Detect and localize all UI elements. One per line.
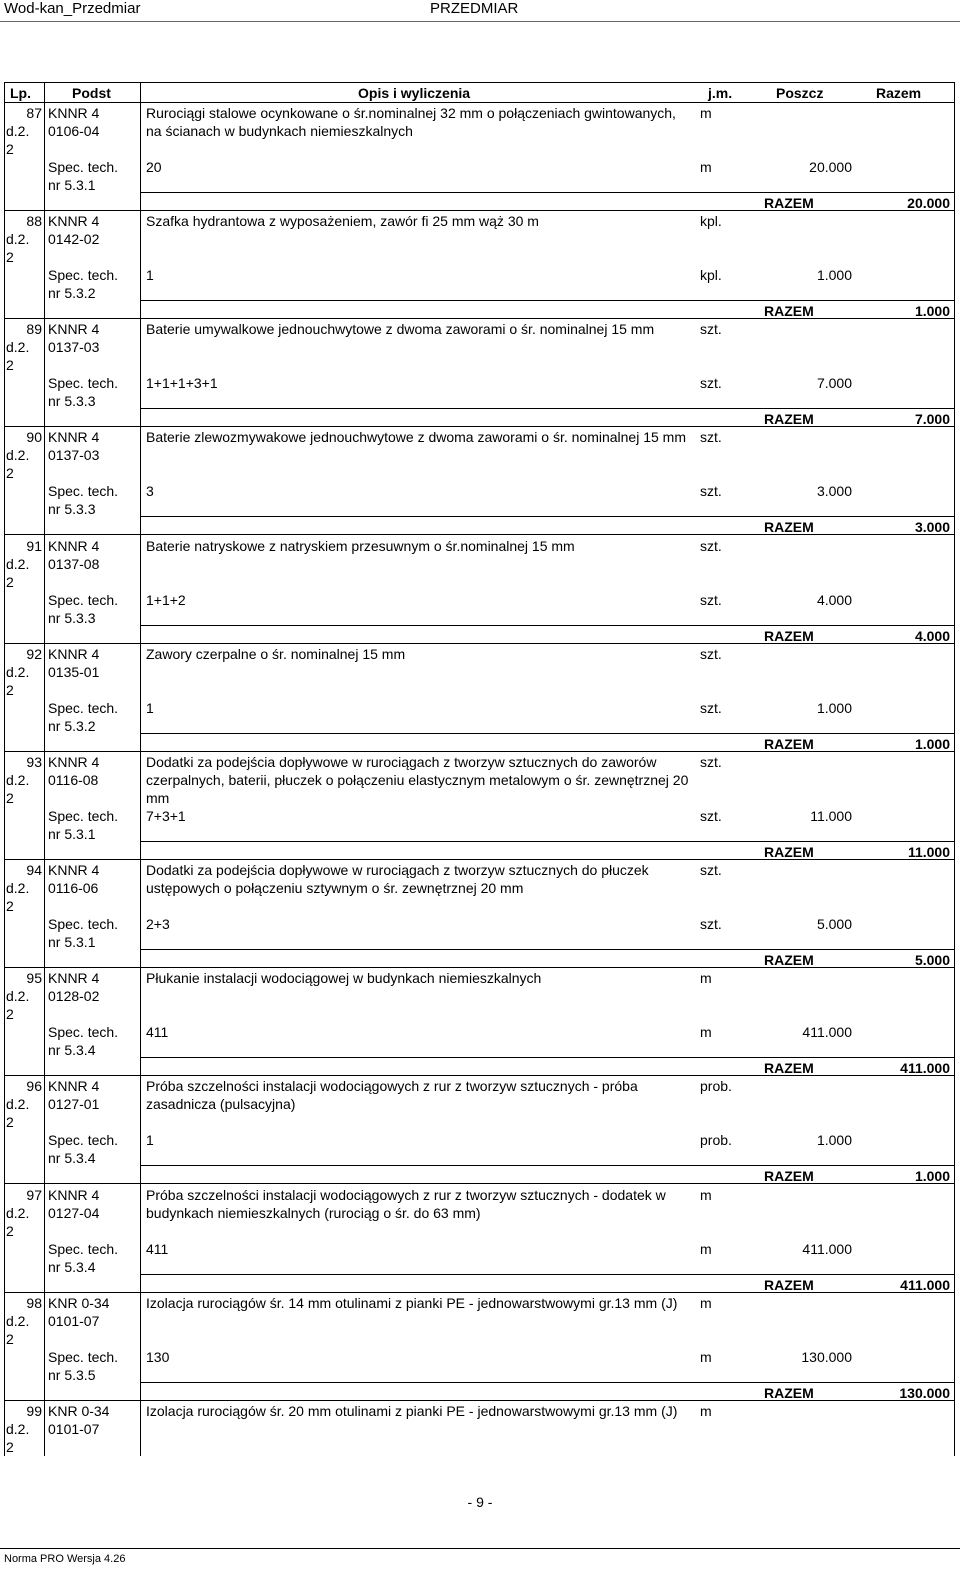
spec-number: nr 5.3.4 <box>48 1042 96 1058</box>
razem-rule <box>140 1165 954 1166</box>
spec-label: Spec. tech. <box>48 916 119 932</box>
calculation-unit: szt. <box>700 808 722 824</box>
item-number-suffix-2: 2 <box>6 1439 14 1455</box>
razem-value: 411.000 <box>900 1060 950 1076</box>
row-separator <box>4 210 954 211</box>
item-description: Próba szczelności instalacji wodociągowych z rur z tworzyw sztucznych - próba zasadnicza (pulsacyjna) <box>146 1078 638 1112</box>
item-number-suffix: d.2. <box>6 1421 30 1437</box>
row-separator <box>4 1400 954 1401</box>
calculation: 411 <box>146 1024 169 1040</box>
basis-catalog: KNNR 4 <box>48 1187 100 1203</box>
spec-number: nr 5.3.1 <box>48 826 96 842</box>
basis-code: 0128-02 <box>48 988 100 1004</box>
row-separator <box>4 751 954 752</box>
item-number-suffix: d.2. <box>6 556 30 572</box>
item-number: 96 <box>26 1078 42 1094</box>
razem-label: RAZEM <box>764 303 814 319</box>
row-separator <box>4 1292 954 1293</box>
calculation-unit: szt. <box>700 592 722 608</box>
basis-code: 0106-04 <box>48 123 100 139</box>
item-number-suffix: d.2. <box>6 339 30 355</box>
table-top-border <box>4 82 954 83</box>
calculation: 20 <box>146 159 162 175</box>
item-description: Rurociągi stalowe ocynkowane o śr.nominalnej 32 mm o połączeniach gwintowanych, na ścianach w budynkach niemieszkalnych <box>146 105 676 139</box>
footer-version: Norma PRO Wersja 4.26 <box>4 1553 126 1565</box>
col-header-jm: j.m. <box>708 85 733 101</box>
calculation-unit: szt. <box>700 375 722 391</box>
razem-label: RAZEM <box>764 628 814 644</box>
razem-rule <box>140 300 954 301</box>
row-separator <box>4 1183 954 1184</box>
item-number: 99 <box>26 1403 42 1419</box>
item-number-suffix-2: 2 <box>6 465 14 481</box>
item-number-suffix-2: 2 <box>6 682 14 698</box>
calculation: 1 <box>146 267 154 283</box>
row-separator <box>4 643 954 644</box>
unit: szt. <box>700 321 722 337</box>
razem-label: RAZEM <box>764 736 814 752</box>
partial-quantity: 7.000 <box>816 375 852 391</box>
calculation: 1+1+2 <box>146 592 186 608</box>
item-number-suffix: d.2. <box>6 1205 30 1221</box>
razem-value: 4.000 <box>914 628 950 644</box>
razem-value: 5.000 <box>914 952 950 968</box>
basis-code: 0137-03 <box>48 447 100 463</box>
razem-label: RAZEM <box>764 1060 814 1076</box>
item-number-suffix-2: 2 <box>6 249 14 265</box>
basis-catalog: KNNR 4 <box>48 105 100 121</box>
calculation-unit: kpl. <box>700 267 722 283</box>
item-number: 94 <box>26 862 42 878</box>
item-number-suffix-2: 2 <box>6 790 14 806</box>
spec-number: nr 5.3.3 <box>48 610 96 626</box>
partial-quantity: 20.000 <box>809 159 852 175</box>
unit: szt. <box>700 429 722 445</box>
item-number: 88 <box>26 213 42 229</box>
item-number-suffix-2: 2 <box>6 1331 14 1347</box>
unit: szt. <box>700 538 722 554</box>
spec-label: Spec. tech. <box>48 375 119 391</box>
basis-catalog: KNNR 4 <box>48 754 100 770</box>
item-number: 98 <box>26 1295 42 1311</box>
razem-label: RAZEM <box>764 195 814 211</box>
item-description: Szafka hydrantowa z wyposażeniem, zawór fi 25 mm wąż 30 m <box>146 213 539 229</box>
row-separator <box>4 426 954 427</box>
spec-label: Spec. tech. <box>48 592 119 608</box>
spec-number: nr 5.3.3 <box>48 501 96 517</box>
spec-number: nr 5.3.2 <box>48 285 96 301</box>
razem-rule <box>140 733 954 734</box>
basis-code: 0137-03 <box>48 339 100 355</box>
razem-value: 20.000 <box>907 195 950 211</box>
unit: m <box>700 1187 712 1203</box>
partial-quantity: 1.000 <box>816 267 852 283</box>
item-description: Baterie zlewozmywakowe jednouchwytowe z dwoma zaworami o śr. nominalnej 15 mm <box>146 429 687 445</box>
col-header-poszcz: Poszcz <box>776 85 824 101</box>
item-number-suffix: d.2. <box>6 772 30 788</box>
header-title: PRZEDMIAR <box>430 0 519 17</box>
spec-number: nr 5.3.3 <box>48 393 96 409</box>
razem-value: 1.000 <box>914 303 950 319</box>
row-separator <box>4 967 954 968</box>
spec-label: Spec. tech. <box>48 1132 119 1148</box>
col-line-lp <box>44 82 45 1456</box>
basis-catalog: KNNR 4 <box>48 970 100 986</box>
calculation: 7+3+1 <box>146 808 186 824</box>
partial-quantity: 411.000 <box>802 1024 852 1040</box>
basis-code: 0101-07 <box>48 1421 100 1437</box>
razem-value: 1.000 <box>914 1168 950 1184</box>
spec-number: nr 5.3.4 <box>48 1259 96 1275</box>
header-app-name: Wod-kan_Przedmiar <box>4 0 141 17</box>
spec-number: nr 5.3.1 <box>48 177 96 193</box>
item-number-suffix: d.2. <box>6 988 30 1004</box>
spec-number: nr 5.3.4 <box>48 1150 96 1166</box>
calculation-unit: m <box>700 1241 712 1257</box>
item-description: Zawory czerpalne o śr. nominalnej 15 mm <box>146 646 406 662</box>
calculation: 130 <box>146 1349 170 1365</box>
razem-value: 1.000 <box>914 736 950 752</box>
unit: m <box>700 105 712 121</box>
spec-label: Spec. tech. <box>48 267 119 283</box>
unit: m <box>700 1295 712 1311</box>
item-number-suffix: d.2. <box>6 1313 30 1329</box>
unit: m <box>700 1403 712 1419</box>
razem-label: RAZEM <box>764 952 814 968</box>
item-number-suffix-2: 2 <box>6 1114 14 1130</box>
row-separator <box>4 859 954 860</box>
item-description: Izolacja rurociągów śr. 20 mm otulinami z pianki PE - jednowarstwowymi gr.13 mm (J) <box>146 1403 678 1419</box>
item-number-suffix: d.2. <box>6 880 30 896</box>
item-number-suffix-2: 2 <box>6 1223 14 1239</box>
razem-rule <box>140 192 954 193</box>
razem-rule <box>140 841 954 842</box>
calculation: 1+1+1+3+1 <box>146 375 218 391</box>
col-header-razem: Razem <box>876 85 922 101</box>
basis-catalog: KNNR 4 <box>48 429 100 445</box>
unit: szt. <box>700 754 722 770</box>
item-number-suffix-2: 2 <box>6 1006 14 1022</box>
spec-number: nr 5.3.1 <box>48 934 96 950</box>
razem-value: 3.000 <box>914 519 950 535</box>
calculation: 1 <box>146 700 154 716</box>
partial-quantity: 11.000 <box>810 808 852 824</box>
item-number-suffix-2: 2 <box>6 141 14 157</box>
col-line-podst <box>140 82 141 1456</box>
razem-value: 130.000 <box>899 1385 950 1401</box>
spec-label: Spec. tech. <box>48 159 119 175</box>
unit: prob. <box>700 1078 732 1094</box>
spec-number: nr 5.3.5 <box>48 1367 96 1383</box>
calculation: 411 <box>146 1241 169 1257</box>
calculation: 3 <box>146 483 154 499</box>
basis-code: 0137-08 <box>48 556 100 572</box>
item-number: 90 <box>26 429 42 445</box>
spec-label: Spec. tech. <box>48 1241 119 1257</box>
col-header-lp: Lp. <box>10 85 31 101</box>
spec-label: Spec. tech. <box>48 1349 119 1365</box>
basis-catalog: KNNR 4 <box>48 321 100 337</box>
item-description: Płukanie instalacji wodociągowej w budynkach niemieszkalnych <box>146 970 542 986</box>
item-number-suffix-2: 2 <box>6 898 14 914</box>
row-separator <box>4 534 954 535</box>
item-number: 97 <box>26 1187 42 1203</box>
spec-label: Spec. tech. <box>48 700 119 716</box>
item-number-suffix: d.2. <box>6 664 30 680</box>
footer-rule <box>0 1548 960 1549</box>
item-description: Baterie natryskowe z natryskiem przesuwnym o śr.nominalnej 15 mm <box>146 538 575 554</box>
calculation-unit: m <box>700 159 712 175</box>
item-number: 87 <box>26 105 42 121</box>
spec-label: Spec. tech. <box>48 483 119 499</box>
row-separator <box>4 1075 954 1076</box>
razem-label: RAZEM <box>764 411 814 427</box>
item-description: Próba szczelności instalacji wodociągowych z rur z tworzyw sztucznych - dodatek w budynkach niemieszkalnych (rurociąg o śr. do 63 mm) <box>146 1187 666 1221</box>
razem-rule <box>140 1057 954 1058</box>
unit: m <box>700 970 712 986</box>
razem-value: 11.000 <box>907 844 950 860</box>
col-header-podst: Podst <box>72 85 111 101</box>
calculation-unit: m <box>700 1349 712 1365</box>
razem-rule <box>140 625 954 626</box>
basis-catalog: KNNR 4 <box>48 1078 100 1094</box>
calculation-unit: prob. <box>700 1132 732 1148</box>
basis-catalog: KNNR 4 <box>48 646 100 662</box>
page-number: - 9 - <box>467 1494 493 1510</box>
item-number-suffix: d.2. <box>6 447 30 463</box>
partial-quantity: 1.000 <box>816 1132 852 1148</box>
item-number: 92 <box>26 646 42 662</box>
calculation-unit: m <box>700 1024 712 1040</box>
item-number-suffix-2: 2 <box>6 357 14 373</box>
basis-code: 0127-04 <box>48 1205 100 1221</box>
basis-catalog: KNNR 4 <box>48 538 100 554</box>
row-separator <box>4 318 954 319</box>
partial-quantity: 130.000 <box>801 1349 852 1365</box>
partial-quantity: 1.000 <box>816 700 852 716</box>
razem-label: RAZEM <box>764 844 814 860</box>
basis-code: 0116-08 <box>48 772 99 788</box>
razem-label: RAZEM <box>764 1385 814 1401</box>
razem-rule <box>140 1274 954 1275</box>
razem-label: RAZEM <box>764 1168 814 1184</box>
basis-catalog: KNNR 4 <box>48 213 100 229</box>
item-description: Izolacja rurociągów śr. 14 mm otulinami z pianki PE - jednowarstwowymi gr.13 mm (J) <box>146 1295 678 1311</box>
item-number-suffix: d.2. <box>6 1096 30 1112</box>
razem-label: RAZEM <box>764 519 814 535</box>
basis-code: 0135-01 <box>48 664 100 680</box>
razem-label: RAZEM <box>764 1277 814 1293</box>
unit: szt. <box>700 862 722 878</box>
item-number-suffix: d.2. <box>6 231 30 247</box>
basis-code: 0101-07 <box>48 1313 100 1329</box>
razem-rule <box>140 408 954 409</box>
item-description: Dodatki za podejścia dopływowe w rurociągach z tworzyw sztucznych do zaworów czerpalnych, baterii, płuczek o połączeniu elastycznym metalowym o śr. zewnętrznej 20 mm <box>146 754 689 806</box>
header-underline <box>0 21 960 22</box>
razem-rule <box>140 949 954 950</box>
item-number: 95 <box>26 970 42 986</box>
unit: kpl. <box>700 213 722 229</box>
spec-number: nr 5.3.2 <box>48 718 96 734</box>
partial-quantity: 411.000 <box>802 1241 852 1257</box>
partial-quantity: 5.000 <box>816 916 852 932</box>
basis-code: 0127-01 <box>48 1096 100 1112</box>
item-number-suffix: d.2. <box>6 123 30 139</box>
basis-code: 0142-02 <box>48 231 100 247</box>
calculation-unit: szt. <box>700 916 722 932</box>
spec-label: Spec. tech. <box>48 808 119 824</box>
unit: szt. <box>700 646 722 662</box>
item-number: 91 <box>26 538 42 554</box>
item-number-suffix-2: 2 <box>6 574 14 590</box>
razem-value: 411.000 <box>900 1277 950 1293</box>
table-header-border <box>4 102 954 103</box>
basis-catalog: KNR 0-34 <box>48 1403 110 1419</box>
item-number: 93 <box>26 754 42 770</box>
basis-code: 0116-06 <box>48 880 99 896</box>
razem-rule <box>140 516 954 517</box>
calculation-unit: szt. <box>700 483 722 499</box>
calculation-unit: szt. <box>700 700 722 716</box>
partial-quantity: 3.000 <box>816 483 852 499</box>
basis-catalog: KNNR 4 <box>48 862 100 878</box>
razem-rule <box>140 1382 954 1383</box>
basis-catalog: KNR 0-34 <box>48 1295 110 1311</box>
calculation: 1 <box>146 1132 154 1148</box>
item-number: 89 <box>26 321 42 337</box>
partial-quantity: 4.000 <box>816 592 852 608</box>
spec-label: Spec. tech. <box>48 1024 119 1040</box>
col-header-opis: Opis i wyliczenia <box>358 85 471 101</box>
calculation: 2+3 <box>146 916 170 932</box>
table-right-border <box>954 82 955 1456</box>
razem-value: 7.000 <box>914 411 950 427</box>
item-description: Dodatki za podejścia dopływowe w rurociągach z tworzyw sztucznych do płuczek ustępowych o połączeniu sztywnym o śr. zewnętrznej 20 mm <box>146 862 649 896</box>
item-description: Baterie umywalkowe jednouchwytowe z dwoma zaworami o śr. nominalnej 15 mm <box>146 321 655 337</box>
